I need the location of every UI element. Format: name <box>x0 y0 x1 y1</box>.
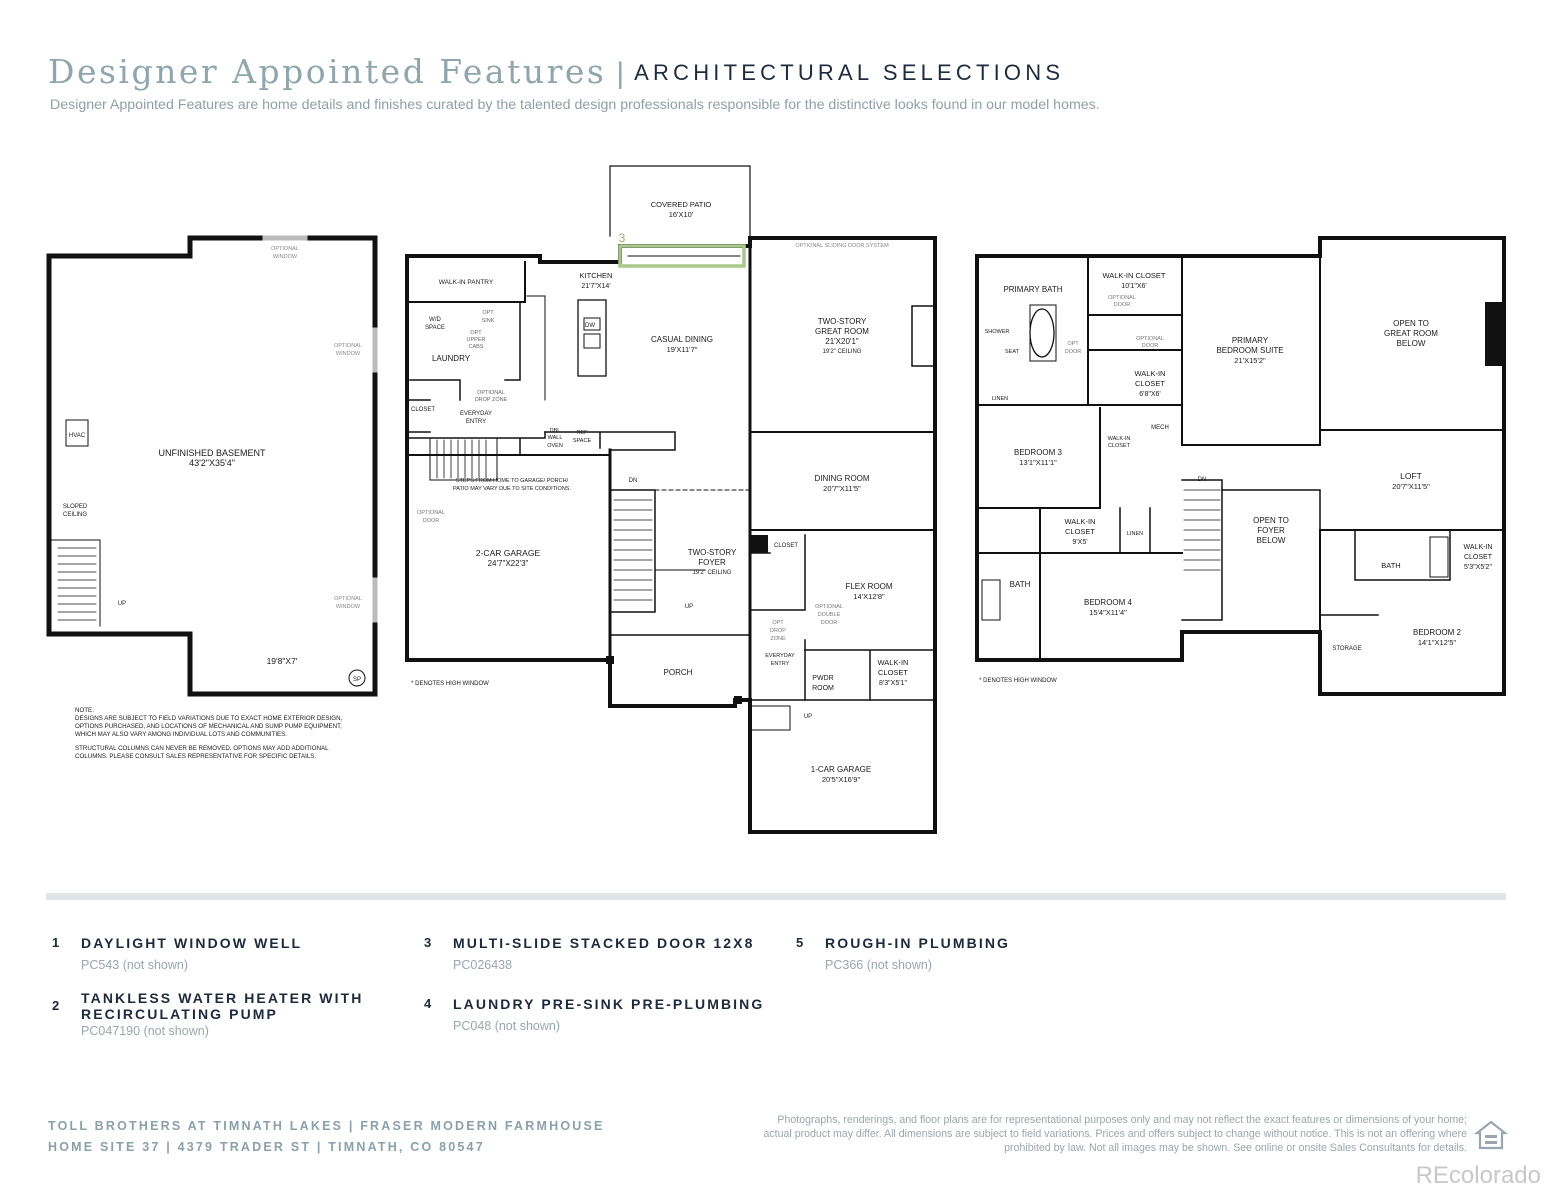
feature-2-code: PC047190 (not shown) <box>81 1024 209 1038</box>
optional-window-3a: OPTIONAL <box>334 596 362 602</box>
open-to-great-room-1: OPEN TO <box>1393 319 1429 328</box>
optional-window-1a: OPTIONAL <box>271 246 299 252</box>
steps-note-1: STEPS FROM HOME TO GARAGE/ PORCH/ <box>455 478 569 484</box>
open-to-foyer-1: OPEN TO <box>1253 516 1289 525</box>
wd-space-2: SPACE <box>425 325 445 331</box>
upper-optional-door-2b: DOOR <box>1141 343 1159 349</box>
basement-note-3: WHICH MAY ALSO VARY AMONG INDIVIDUAL LOTS AND COMMUNITIES. <box>75 731 288 738</box>
linen2-label: LINEN <box>1126 531 1144 537</box>
walk-in-closet-e-3: 5'3"X5'2" <box>1464 564 1492 571</box>
equal-housing-icon <box>1474 1118 1508 1152</box>
primary-suite-1: PRIMARY <box>1231 336 1269 345</box>
open-to-foyer-2: FOYER <box>1257 526 1285 535</box>
basement-note-4: STRUCTURAL COLUMNS CAN NEVER BE REMOVED. OPTIONS MAY ADD ADDITIONAL <box>75 745 329 752</box>
main-high-window-note: * DENOTES HIGH WINDOW <box>411 681 489 687</box>
great-room-dims: 21'X20'1" <box>825 337 859 346</box>
everyday-entry-2: ENTRY <box>465 419 487 425</box>
opt-sink-1: OPT <box>482 310 494 316</box>
walk-in-closet-b-2: CLOSET <box>1134 379 1166 388</box>
dishwasher-label: DW <box>585 323 595 329</box>
sliding-door-note: OPTIONAL SLIDING DOOR SYSTEM <box>795 243 889 249</box>
basement-note-5: COLUMNS. PLEASE CONSULT SALES REPRESENTATIVE FOR SPECIFIC DETAILS. <box>75 753 317 760</box>
walk-in-closet-b-3: 6'8"X6' <box>1139 391 1161 398</box>
open-to-great-room-3: BELOW <box>1396 339 1426 348</box>
optional-window-3b: WINDOW <box>335 604 361 610</box>
optional-window-2a: OPTIONAL <box>334 343 362 349</box>
opt-upper-cabs-2: UPPER <box>466 337 486 343</box>
sump-pump-label: SP <box>352 677 362 683</box>
primary-suite-3: 21'X15'2" <box>1234 356 1266 365</box>
one-car-garage-dims: 20'5"X16'9" <box>821 775 861 784</box>
opt-drop-zone-1: OPT <box>772 620 784 626</box>
main-floor-plan <box>407 166 935 832</box>
footer-disclaimer: Photographs, renderings, and floor plans are for representational purposes only and may not reflect the exact features or dimensions of your home; actual product may differ. All dimensions are subject to field variations. Prices and offers subject to change without notice. This is not an offering where prohibited by law. Not all images may be shown. See online or onsite Sales Consultants for details. <box>763 1114 1467 1155</box>
great-room-2: GREAT ROOM <box>815 327 869 336</box>
powder-room-1: PWDR <box>812 675 834 682</box>
powder-room-2: ROOM <box>812 685 834 692</box>
seat-label: SEAT <box>1005 349 1019 355</box>
walk-in-closet-b-1: WALK-IN <box>1134 369 1166 378</box>
steps-note-2: PATIO MAY VARY DUE TO SITE CONDITIONS. <box>453 486 571 492</box>
walk-in-closet-d-1: WALK-IN <box>1064 517 1096 526</box>
primary-bath-label: PRIMARY BATH <box>1003 285 1063 294</box>
upper-optional-door-1b: DOOR <box>1113 302 1131 308</box>
main-walk-in-closet-2: CLOSET <box>877 668 909 677</box>
feature-5-number: 5 <box>796 935 804 950</box>
optional-window-1b: WINDOW <box>272 254 298 260</box>
bath2-label: BATH <box>1381 561 1401 570</box>
main-stairs-up: UP <box>684 604 694 610</box>
feature-5-code: PC366 (not shown) <box>825 958 933 972</box>
optional-door-1: OPTIONAL <box>417 510 445 516</box>
mech-label: MECH <box>1151 425 1169 431</box>
basement-note-0: NOTE: <box>75 707 94 714</box>
dining-room-dims: 20'7"X11'5" <box>823 484 861 493</box>
casual-dining-dims: 19'X11'7" <box>666 345 698 354</box>
feature-4-number: 4 <box>424 996 432 1011</box>
foyer-ceiling: 19'2" CEILING <box>692 570 732 576</box>
upper-optional-door-2a: OPTIONAL <box>1136 336 1164 342</box>
basement-title: UNFINISHED BASEMENT <box>158 448 266 458</box>
bedroom3-dims: 13'1"X11'1" <box>1019 458 1057 467</box>
covered-patio-dims: 16'X10' <box>668 210 694 219</box>
patio-door-marker: 3 <box>618 231 626 245</box>
covered-patio-label: COVERED PATIO <box>650 200 712 209</box>
upper-opt-door-a: OPT <box>1067 341 1079 347</box>
casual-dining-label: CASUAL DINING <box>651 335 713 344</box>
title-caps: ARCHITECTURAL SELECTIONS <box>634 60 1065 85</box>
bath-label: BATH <box>1009 580 1031 589</box>
porch-label: PORCH <box>663 668 693 677</box>
feature-2-title-line2: RECIRCULATING PUMP <box>81 1006 278 1022</box>
bedroom2-dims: 14'1"X12'5" <box>1417 638 1457 647</box>
upper-stairs-dn: DN <box>1197 477 1207 483</box>
sloped-ceiling-1: SLOPED <box>62 504 88 510</box>
walk-in-closet-d-2: CLOSET <box>1064 527 1096 536</box>
dbl-wall-oven-1: DBL <box>549 428 561 434</box>
ref-space-1: REF <box>576 430 588 436</box>
title-serif: Designer Appointed Features <box>48 52 607 91</box>
optional-door-2: DOOR <box>422 518 440 524</box>
basement-up: UP <box>117 601 127 607</box>
primary-suite-2: BEDROOM SUITE <box>1216 346 1284 355</box>
closet2-label: CLOSET <box>773 543 799 549</box>
bedroom2-label: BEDROOM 2 <box>1412 628 1462 637</box>
kitchen-label: KITCHEN <box>579 271 613 280</box>
storage-label: STORAGE <box>1332 646 1362 652</box>
optional-drop-zone-1: OPTIONAL <box>477 390 505 396</box>
two-car-garage-label: 2-CAR GARAGE <box>475 548 541 558</box>
walk-in-closet-c-2: CLOSET <box>1107 443 1131 449</box>
laundry-label: LAUNDRY <box>431 354 471 363</box>
feature-4-title: LAUNDRY PRE-SINK PRE-PLUMBING <box>453 996 765 1012</box>
main-walk-in-closet-3: 8'3"X5'1" <box>879 680 907 687</box>
everyday-entry2-1: EVERYDAY <box>765 653 795 659</box>
shower-label: SHOWER <box>984 329 1010 335</box>
basement-note-1: DESIGNS ARE SUBJECT TO FIELD VARIATIONS DUE TO EXACT HOME EXTERIOR DESIGN, <box>75 715 343 722</box>
great-room-ceiling: 19'2" CEILING <box>822 349 862 355</box>
footer-address: HOME SITE 37 | 4379 TRADER ST | TIMNATH, CO 80547 <box>48 1140 485 1154</box>
bedroom4-dims: 15'4"X11'4" <box>1089 608 1127 617</box>
opt-drop-zone-2: DROP <box>770 628 786 634</box>
feature-1-number: 1 <box>52 935 60 950</box>
dbl-wall-oven-2: WALL <box>547 435 563 441</box>
main-walk-in-closet-1: WALK-IN <box>877 658 909 667</box>
hvac-label: HVAC <box>68 433 86 439</box>
foyer-2: FOYER <box>698 558 726 567</box>
walk-in-closet-e-2: CLOSET <box>1463 554 1493 561</box>
upper-high-window-note: * DENOTES HIGH WINDOW <box>979 678 1057 684</box>
feature-2-number: 2 <box>52 998 60 1013</box>
garage-stairs-up: UP <box>803 714 813 720</box>
opt-sink-2: SINK <box>481 318 495 324</box>
opt-upper-cabs-1: OPT <box>470 330 482 336</box>
opt-drop-zone-3: ZONE <box>770 636 786 642</box>
kitchen-dims: 21'7"X14' <box>581 283 611 290</box>
walk-in-closet-d-3: 9'X5' <box>1072 539 1088 546</box>
upper-optional-door-1a: OPTIONAL <box>1108 295 1136 301</box>
feature-3-code: PC026438 <box>453 958 513 972</box>
closet-label: CLOSET <box>410 407 436 413</box>
basement-note-2: OPTIONS PURCHASED, AND LOCATIONS OF MECHANICAL AND SUMP PUMP EQUIPMENT, <box>75 723 342 730</box>
footer-community: TOLL BROTHERS AT TIMNATH LAKES | FRASER MODERN FARMHOUSE <box>48 1119 605 1133</box>
two-car-garage-dims: 24'7"X22'3" <box>487 559 529 568</box>
optional-double-door-1: OPTIONAL <box>815 604 843 610</box>
wd-space-1: W/D <box>429 317 441 323</box>
sloped-ceiling-2: CEILING <box>62 512 88 518</box>
basement-dims: 43'2"X35'4" <box>189 458 235 468</box>
walk-in-closet-a-2: 10'1"X6' <box>1121 283 1147 290</box>
walk-in-closet-a-1: WALK-IN CLOSET <box>1102 271 1166 280</box>
one-car-garage-label: 1-CAR GARAGE <box>810 765 872 774</box>
section-divider <box>46 893 1506 900</box>
optional-double-door-2: DOUBLE <box>817 612 841 618</box>
everyday-entry-1: EVERYDAY <box>459 411 493 417</box>
open-to-great-room-2: GREAT ROOM <box>1384 329 1438 338</box>
optional-drop-zone-2: DROP ZONE <box>474 397 508 403</box>
recolorado-watermark: REcolorado <box>1415 1162 1541 1189</box>
flex-room-label: FLEX ROOM <box>845 582 893 591</box>
great-room-1: TWO-STORY <box>817 317 867 326</box>
feature-3-number: 3 <box>424 935 432 950</box>
feature-4-code: PC048 (not shown) <box>453 1019 561 1033</box>
ref-space-2: SPACE <box>572 438 592 444</box>
bedroom3-label: BEDROOM 3 <box>1013 448 1063 457</box>
optional-double-door-3: DOOR <box>820 620 838 626</box>
loft-dims: 20'7"X11'5" <box>1392 482 1430 491</box>
loft-label: LOFT <box>1400 471 1422 481</box>
walk-in-closet-c-1: WALK-IN <box>1107 436 1131 442</box>
walk-in-closet-e-1: WALK-IN <box>1463 544 1493 551</box>
upper-opt-door-b: DOOR <box>1064 349 1082 355</box>
feature-1-code: PC543 (not shown) <box>81 958 189 972</box>
flex-room-dims: 14'X12'8" <box>853 592 885 601</box>
everyday-entry2-2: ENTRY <box>770 661 790 667</box>
linen-label: LINEN <box>991 396 1009 402</box>
open-to-foyer-3: BELOW <box>1256 536 1286 545</box>
title-separator: | <box>616 57 625 90</box>
optional-window-2b: WINDOW <box>335 351 361 357</box>
dbl-wall-oven-3: OVEN <box>547 443 563 449</box>
feature-5-title: ROUGH-IN PLUMBING <box>825 935 1011 951</box>
subtitle: Designer Appointed Features are home details and finishes curated by the talented design professionals responsible for the distinctive looks found in our model homes. <box>50 97 1100 113</box>
bedroom4-label: BEDROOM 4 <box>1083 598 1133 607</box>
walk-in-pantry-label: WALK-IN PANTRY <box>438 279 494 286</box>
dining-room-label: DINING ROOM <box>814 474 870 483</box>
main-stairs-dn: DN <box>628 478 638 484</box>
opt-upper-cabs-3: CABS <box>468 344 484 350</box>
feature-3-title: MULTI-SLIDE STACKED DOOR 12X8 <box>453 935 755 951</box>
basement-bump-dims: 19'8"X7' <box>266 656 298 666</box>
foyer-1: TWO-STORY <box>687 548 737 557</box>
feature-1-title: DAYLIGHT WINDOW WELL <box>81 935 303 951</box>
feature-2-title-line1: TANKLESS WATER HEATER WITH <box>81 990 364 1006</box>
